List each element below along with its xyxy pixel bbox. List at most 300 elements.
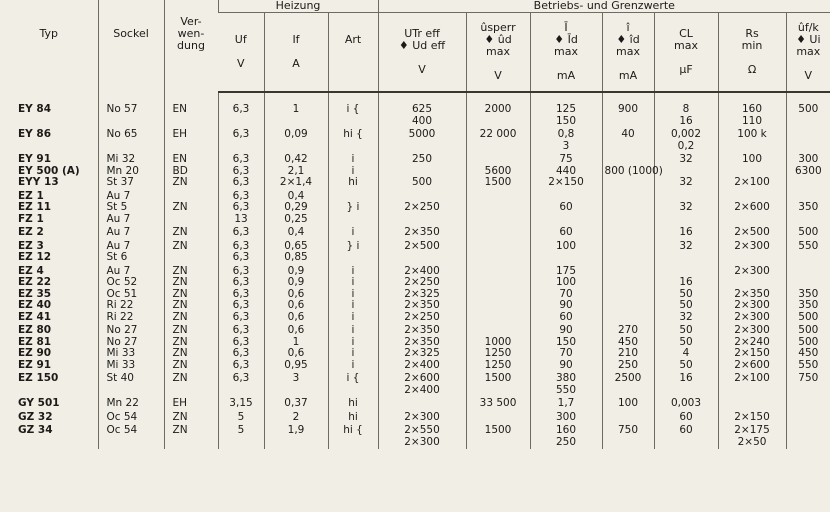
cell-value: 0,42 (284, 153, 308, 165)
cell-value (605, 412, 652, 424)
cell-value: 60 (559, 310, 573, 323)
cell-value: i (351, 264, 355, 277)
cell-value: 6,3 (232, 372, 250, 384)
cell-utr (378, 324, 466, 372)
cell-value: 0,9 (287, 264, 305, 277)
cell-value: 0,9 (287, 276, 305, 288)
cell-value: 1,7 (557, 397, 575, 409)
cell-ibar (530, 128, 602, 153)
cell-value: 100 (555, 239, 577, 252)
cell-value: 2×600 (404, 372, 440, 384)
cell-value: EZ 80 (18, 324, 52, 336)
column-header-art (328, 13, 378, 93)
cell-value: EZ 12 (18, 251, 52, 263)
header-label: Art (344, 33, 362, 46)
cell-value: i (351, 310, 355, 323)
cell-value: 400 (411, 114, 433, 127)
cell-value: 1250 (484, 358, 512, 371)
header-label: Rs (745, 27, 759, 40)
cell-value (469, 154, 528, 166)
cell-value: 2000 (484, 103, 512, 115)
cell-value (789, 412, 829, 424)
cell-value (605, 266, 652, 278)
cell-value: 1 (292, 335, 300, 348)
cell-value: i (351, 276, 355, 288)
cell-uf (218, 397, 264, 411)
cell-rs (718, 265, 786, 325)
cell-art (328, 190, 378, 227)
cell-art (328, 240, 378, 265)
cell-value: i (351, 226, 355, 238)
cell-uf (218, 226, 264, 240)
header-unit: V (236, 57, 245, 70)
header-unit: µF (679, 63, 693, 76)
cell-value: i (351, 299, 355, 311)
cell-value: i (351, 358, 355, 371)
cell-cl (654, 153, 718, 190)
cell-value: 1500 (484, 176, 512, 188)
cell-value: 0,6 (287, 310, 305, 323)
cell-ibar (530, 190, 602, 227)
header-label: If (292, 33, 300, 46)
cell-value (381, 214, 464, 226)
cell-usperr (466, 128, 530, 153)
cell-value: 6,3 (232, 299, 250, 311)
cell-uf (218, 128, 264, 153)
cell-value (173, 214, 216, 226)
cell-value: 100 (617, 397, 639, 409)
cell-art (328, 128, 378, 153)
cell-value: hi (348, 176, 358, 188)
cell-value: 350 (798, 299, 819, 311)
cell-value: 2×240 (734, 335, 770, 348)
cell-value: 2×325 (404, 347, 440, 359)
cell-value: 6,3 (232, 164, 250, 177)
cell-value: 16 (679, 276, 693, 288)
cell-value: 6,3 (232, 358, 250, 371)
table-row (0, 397, 830, 411)
cell-value: 750 (617, 424, 639, 436)
header-label: UTr eff (404, 27, 440, 40)
cell-value: 0,8 (557, 128, 575, 140)
cell-value: 3 (562, 139, 570, 152)
cell-value: ZN (172, 299, 188, 311)
cell-value: 2×300 (734, 310, 770, 323)
spacer-row (0, 92, 830, 103)
cell-value: Au 7 (106, 212, 131, 225)
cell-value (721, 214, 784, 226)
cell-value: 2×100 (734, 176, 770, 188)
cell-ibar (530, 411, 602, 425)
cell-value: 16 (679, 372, 693, 384)
cell-cl (654, 226, 718, 240)
cell-value: 6,3 (232, 264, 250, 277)
cell-value: ZN (172, 226, 188, 238)
cell-value: 50 (679, 299, 693, 311)
cell-value: ZN (172, 424, 188, 436)
column-header-ufk (786, 13, 830, 93)
cell-sockel (98, 397, 164, 411)
cell-value: 250 (617, 358, 639, 371)
cell-value: 2×400 (404, 383, 440, 396)
cell-usperr (466, 424, 530, 449)
cell-value: Ri 22 (106, 299, 134, 311)
cell-value: i (351, 287, 355, 300)
cell-uf (218, 153, 264, 190)
cell-value: EZ 11 (18, 201, 52, 213)
cell-value (469, 191, 528, 203)
cell-verwendung (164, 226, 218, 240)
cell-usperr (466, 265, 530, 325)
cell-usperr (466, 153, 530, 190)
cell-value: i { (346, 372, 360, 384)
group-header-betriebswerte: Betriebs- und Grenzwerte (378, 0, 830, 13)
header-label: ♦ Īd (554, 33, 578, 46)
cell-sockel (98, 424, 164, 449)
cell-if (264, 324, 328, 372)
cell-value: 5 (237, 424, 245, 436)
cell-value: 60 (559, 226, 573, 238)
cell-value: 6300 (794, 164, 822, 177)
cell-ihat (602, 324, 654, 372)
cell-value: 6,3 (232, 251, 250, 263)
header-label: Sockel (113, 27, 149, 40)
cell-value: Mi 33 (106, 358, 136, 371)
cell-value: ZN (172, 276, 188, 288)
cell-value: 250 (411, 153, 433, 165)
cell-value: 2×500 (734, 226, 770, 238)
cell-value: 2×150 (548, 176, 584, 188)
cell-art (328, 265, 378, 325)
cell-value: 800 (1000) (604, 164, 663, 177)
cell-value: hi { (343, 128, 363, 140)
cell-value: 6,3 (232, 324, 250, 336)
cell-value: EY 84 (18, 103, 52, 115)
cell-rs (718, 226, 786, 240)
cell-value (605, 177, 652, 189)
cell-art (328, 372, 378, 397)
table-row (0, 265, 830, 325)
cell-ufk (786, 411, 830, 425)
cell-ufk (786, 190, 830, 227)
cell-value: 0,25 (284, 212, 308, 225)
cell-value: 2×600 (734, 201, 770, 213)
cell-value: i { (346, 103, 360, 115)
header-label: wen- (177, 27, 205, 40)
cell-cl (654, 424, 718, 449)
cell-value: Oc 52 (106, 276, 138, 288)
header-label: CL (679, 27, 693, 40)
cell-value (789, 398, 829, 410)
cell-value: Mi 33 (106, 347, 136, 359)
cell-value: hi { (343, 424, 363, 436)
cell-value: 32 (679, 176, 693, 188)
cell-utr (378, 424, 466, 449)
cell-value: 32 (679, 153, 693, 165)
cell-value: 1,9 (287, 424, 305, 436)
table-row (0, 240, 830, 265)
cell-usperr (466, 411, 530, 425)
cell-typ (0, 424, 98, 449)
cell-value: Au 7 (106, 226, 131, 238)
cell-value: 0,4 (287, 226, 305, 238)
cell-value: 100 (555, 276, 577, 288)
table-row (0, 153, 830, 190)
cell-ufk (786, 226, 830, 240)
cell-value: 150 (555, 114, 577, 127)
cell-value: 50 (679, 324, 693, 336)
cell-sockel (98, 190, 164, 227)
cell-uf (218, 240, 264, 265)
cell-value: 16 (679, 114, 693, 127)
header-unit: mA (556, 69, 576, 82)
cell-value: 2×550 (404, 424, 440, 436)
cell-utr (378, 226, 466, 240)
cell-value: No 27 (106, 324, 138, 336)
cell-value: hi (348, 410, 358, 423)
cell-value: EZ 90 (18, 347, 52, 359)
header-label: î (626, 21, 630, 34)
column-header-typ (0, 0, 98, 92)
cell-value: ZN (172, 335, 188, 348)
cell-art (328, 397, 378, 411)
cell-cl (654, 128, 718, 153)
cell-typ (0, 240, 98, 265)
cell-value: BD (172, 164, 188, 177)
cell-value: Au 7 (106, 264, 131, 277)
header-label: Uf (234, 33, 247, 46)
header-label: min (741, 39, 763, 52)
cell-utr (378, 265, 466, 325)
cell-utr (378, 190, 466, 227)
cell-value: 32 (679, 201, 693, 213)
cell-value: EH (172, 128, 188, 140)
cell-value: 2×400 (404, 358, 440, 371)
cell-value: ZN (172, 176, 188, 188)
column-header-verwendung (164, 0, 218, 92)
cell-value (605, 191, 652, 203)
cell-ihat (602, 190, 654, 227)
cell-value: 1 (292, 103, 300, 115)
cell-value: 5600 (484, 164, 512, 177)
cell-value: 2×100 (734, 372, 770, 384)
cell-ibar (530, 372, 602, 397)
cell-value: 440 (555, 164, 577, 177)
cell-value: EZ 40 (18, 299, 52, 311)
cell-value: 350 (798, 201, 819, 213)
cell-value: 2×50 (737, 435, 767, 448)
cell-value: EH (172, 397, 188, 409)
cell-uf (218, 103, 264, 128)
cell-uf (218, 324, 264, 372)
cell-ihat (602, 240, 654, 265)
cell-value: 6,3 (232, 276, 250, 288)
cell-value: } i (346, 201, 360, 213)
cell-value: 6,3 (232, 128, 250, 140)
cell-value: i (351, 347, 355, 359)
cell-rs (718, 424, 786, 449)
cell-ufk (786, 265, 830, 325)
cell-ufk (786, 424, 830, 449)
header-unit: V (804, 69, 813, 82)
cell-ufk (786, 103, 830, 128)
table-row (0, 424, 830, 449)
cell-if (264, 240, 328, 265)
cell-art (328, 324, 378, 372)
cell-uf (218, 190, 264, 227)
cell-value: 100 k (737, 128, 767, 140)
cell-value: 450 (617, 335, 639, 348)
header-unit: A (292, 57, 300, 70)
cell-if (264, 411, 328, 425)
table-row (0, 226, 830, 240)
cell-value: 2×250 (404, 310, 440, 323)
cell-ihat (602, 103, 654, 128)
cell-value: EZ 3 (18, 239, 44, 252)
cell-value: Oc 54 (106, 424, 138, 436)
cell-value: ZN (172, 239, 188, 252)
cell-rs (718, 128, 786, 153)
cell-value: 2×500 (404, 239, 440, 252)
cell-value: 1500 (484, 424, 512, 436)
cell-value: EZ 81 (18, 335, 52, 348)
cell-value: 500 (798, 310, 819, 323)
cell-value: 550 (798, 358, 819, 371)
cell-value: 160 (741, 103, 763, 115)
cell-sockel (98, 372, 164, 397)
cell-ufk (786, 372, 830, 397)
cell-value: 0,4 (287, 189, 305, 202)
cell-value: 250 (555, 435, 577, 448)
cell-value (469, 241, 528, 253)
cell-value: 22 000 (479, 128, 517, 140)
cell-value: 2 (292, 410, 300, 423)
header-unit (331, 58, 376, 70)
cell-value: 550 (798, 239, 819, 252)
cell-value: ZN (172, 264, 188, 277)
cell-value: 6,3 (232, 153, 250, 165)
cell-value: 90 (559, 324, 573, 336)
cell-value: 75 (559, 153, 573, 165)
cell-value: 50 (679, 335, 693, 348)
cell-rs (718, 240, 786, 265)
cell-sockel (98, 103, 164, 128)
cell-verwendung (164, 265, 218, 325)
cell-value: 2,1 (287, 164, 305, 177)
cell-cl (654, 103, 718, 128)
cell-ufk (786, 128, 830, 153)
cell-value: Mi 32 (106, 153, 136, 165)
header-label: ♦ ûd (484, 33, 512, 46)
column-header-utr (378, 13, 466, 93)
cell-value: 500 (798, 324, 819, 336)
cell-value: 60 (559, 201, 573, 213)
cell-value: 2×1,4 (279, 176, 313, 188)
cell-value: 6,3 (232, 176, 250, 188)
cell-verwendung (164, 190, 218, 227)
cell-value: Au 7 (106, 189, 131, 202)
cell-value: 625 (411, 103, 433, 115)
column-header-rs (718, 13, 786, 93)
cell-sockel (98, 411, 164, 425)
cell-value: GZ 32 (18, 410, 53, 423)
cell-value: 1000 (484, 335, 512, 348)
cell-ihat (602, 153, 663, 190)
cell-uf (218, 411, 264, 425)
cell-cl (654, 372, 718, 397)
cell-value: 2500 (614, 372, 642, 384)
cell-value: EZ 35 (18, 287, 52, 300)
cell-value: EZ 4 (18, 264, 44, 277)
cell-art (328, 153, 378, 190)
cell-value: 2×350 (404, 335, 440, 348)
header-label: max (796, 45, 821, 58)
cell-value: 100 (741, 153, 763, 165)
cell-uf (218, 372, 264, 397)
cell-usperr (466, 324, 530, 372)
cell-value: 40 (621, 128, 635, 140)
cell-if (264, 103, 328, 128)
cell-cl (654, 411, 718, 425)
cell-usperr (466, 190, 530, 227)
cell-value: 6,3 (232, 310, 250, 323)
cell-if (264, 397, 328, 411)
cell-usperr (466, 372, 530, 397)
cell-if (264, 190, 328, 227)
cell-value: ZN (172, 347, 188, 359)
cell-value: 2×300 (734, 299, 770, 311)
column-header-cl (654, 13, 718, 93)
cell-value: 2×350 (404, 299, 440, 311)
cell-sockel (98, 128, 164, 153)
cell-value: 2×150 (734, 347, 770, 359)
cell-value (789, 214, 829, 226)
table-row (0, 324, 830, 372)
cell-utr (378, 372, 466, 397)
cell-value: 33 500 (479, 397, 517, 409)
header-unit: Ω (747, 63, 757, 76)
cell-ufk (786, 397, 830, 411)
cell-value: EN (172, 103, 187, 115)
cell-verwendung (164, 128, 218, 153)
cell-value: 3,15 (229, 397, 253, 409)
cell-ibar (530, 103, 602, 128)
header-unit (2, 52, 96, 64)
cell-value: Oc 51 (106, 287, 138, 300)
cell-value: 500 (798, 103, 819, 115)
cell-value: Ri 22 (106, 310, 134, 323)
cell-value: Mn 22 (106, 397, 139, 409)
cell-rs (718, 324, 786, 372)
cell-rs (718, 397, 786, 411)
cell-value: 2×150 (734, 410, 770, 423)
cell-value: 2×300 (734, 239, 770, 252)
cell-value: GZ 34 (18, 424, 53, 436)
cell-utr (378, 103, 466, 128)
cell-value: 4 (682, 347, 690, 359)
cell-value (469, 266, 528, 278)
cell-uf (218, 265, 264, 325)
header-label: ♦ îd (616, 33, 640, 46)
cell-value: i (351, 164, 355, 177)
cell-cl (654, 190, 718, 227)
cell-uf (218, 424, 264, 449)
cell-value (605, 154, 652, 166)
cell-value: 1500 (484, 372, 512, 384)
cell-value: 3 (292, 372, 300, 384)
cell-value: 2×350 (404, 324, 440, 336)
cell-value: 110 (741, 114, 763, 127)
